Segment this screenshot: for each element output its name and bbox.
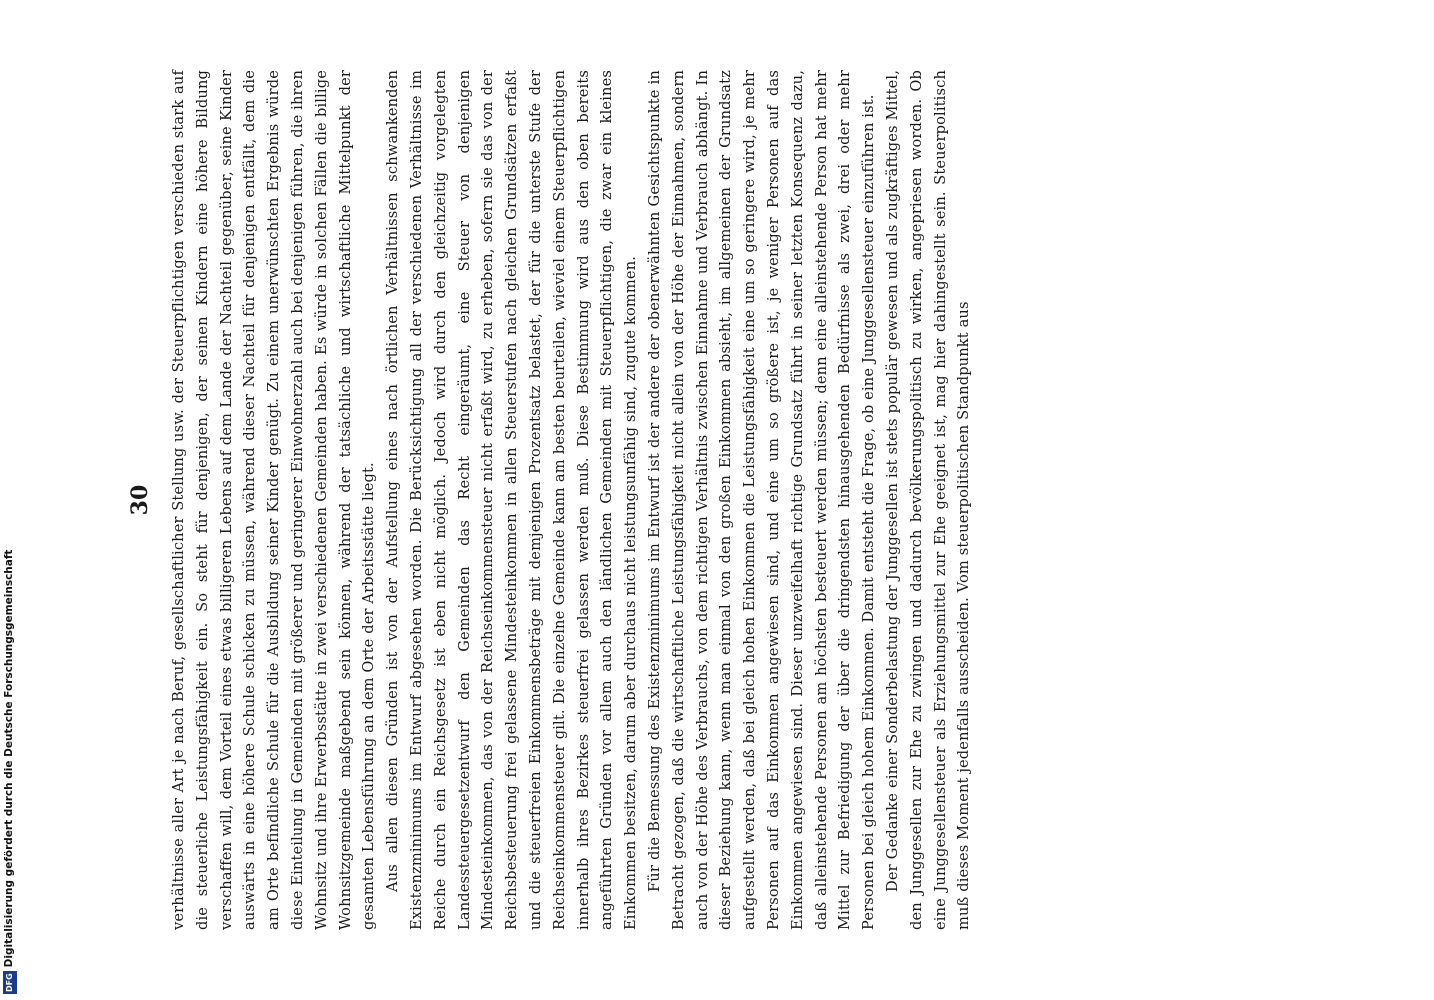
page-number: 30 [127,484,153,516]
paragraph-1: verhältnisse aller Art je nach Beruf, gesellschaftlicher Stellung usw. der Steuerpflichtigen verschieden stark auf die steuerliche Leistungsfähigkeit ein. So steht für denjenigen, der seinen Kindern eine höhere Bildung verschaffen will, dem Vorteil eines etwas billigeren Lebens auf dem Lande der Nachteil gegenüber, seine Kinder auswärts in eine höhere Schule schicken zu müssen, während dieser Nachteil für denjenigen entfällt, dem die am Orte befindliche Schule für die Ausbildung seiner Kinder genügt. Zu einem unerwünschten Ergebnis würde diese Einteilung in Gemeinden mit größerer und geringerer Einwohnerzahl auch bei denjenigen führen, die ihren Wohnsitz und ihre Erwerbsstätte in zwei verschiedenen Gemeinden haben. Es würde in solchen Fällen die billige Wohnsitzgemeinde maßgebend sein können, während der tatsächliche und wirtschaftliche Mittelpunkt der gesamten Lebensführung an dem Orte der Arbeitsstätte liegt. [170,70,378,930]
dfg-logo: DFG [3,971,17,994]
digitization-credit [2,0,16,1000]
rotated-page-content [127,70,1307,930]
paragraph-2: Aus allen diesen Gründen ist von der Aufstellung eines nach örtlichen Verhältnissen schwankenden Existenzminimums im Entwurf abgesehen worden. Die Berücksichtigung all der verschiedenen Verhältnisse im Reiche durch ein Reichsgesetz ist eben nicht möglich. Jedoch wird durch den gleichzeitig vorgelegten Landessteuergesetzentwurf den Gemeinden das Recht eingeräumt, eine Steuer von denjenigen Mindesteinkommen, das von der Reichseinkommensteuer nicht erfaßt wird, zu erheben, sofern sie das von der Reichsbesteuerung frei gelassene Mindesteinkommen in allen Steuerstufen nach gleichen Grundsätzen erfaßt und die steuerfreien Einkommensbeträge mit demjenigen Prozentsatz belastet, der für die unterste Stufe der Reichseinkommensteuer gilt. Die einzelne Gemeinde kann am besten beurteilen, wieviel einem Steuerpflichtigen innerhalb ihres Bezirkes steuerfrei gelassen werden muß. Diese Bestimmung wird aus den oben bereits angeführten Gründen vor allem auch den ländlichen Gemeinden mit Steuerpflichtigen, die zwar ein kleines Einkommen besitzen, darum aber durchaus nicht leistungsunfähig sind, zugute kommen. [384,70,640,930]
body-text [167,70,976,930]
paragraph-4: Der Gedanke einer Sonderbelastung der Junggesellen ist stets populär gewesen und als zugkräftiges Mittel, den Junggesellen zur Ehe zu zwingen und dadurch bevölkerungspolitisch zu wirken, angepriesen worden. Ob eine Junggesellensteuer als Erziehungsmittel zur Ehe geeignet ist, mag hier dahingestellt sein. Steuerpolitisch muß dieses Moment jedenfalls ausscheiden. Vom steuerpolitischen Standpunkt aus [883,70,973,930]
paragraph-3: Für die Bemessung des Existenzminimums im Entwurf ist der andere der obenerwähnten Gesichtspunkte in Betracht gezogen, daß die wirtschaftliche Leistungsfähigkeit nicht allein von der Höhe der Einnahmen, sondern auch von der Höhe des Verbrauchs, von dem richtigen Verhältnis zwischen Einnahme und Verbrauch abhängt. In dieser Beziehung kann, wenn man einmal von den großen Einkommen absieht, im allgemeinen der Grundsatz aufgestellt werden, daß bei gleich hohen Einkommen die Leistungsfähigkeit eine um so geringere wird, je mehr Personen auf das Einkommen angewiesen sind, und eine um so größere ist, je weniger Personen auf das Einkommen angewiesen sind. Dieser unzweifelhaft richtige Grundsatz führt in seiner letzten Konsequenz dazu, daß alleinstehende Personen am höchsten besteuert werden müssen; denn eine alleinstehende Person hat mehr Mittel zur Befriedigung der über die dringendsten hinausgehenden Bedürfnisse als zwei, drei oder mehr Personen bei gleich hohem Einkommen. Damit entsteht die Frage, ob eine Junggesellensteuer einzuführen ist. [645,70,878,930]
digitization-credit-text: Digitalisierung gefördert durch die Deutsche Forschungsgemeinschaft [3,549,15,968]
